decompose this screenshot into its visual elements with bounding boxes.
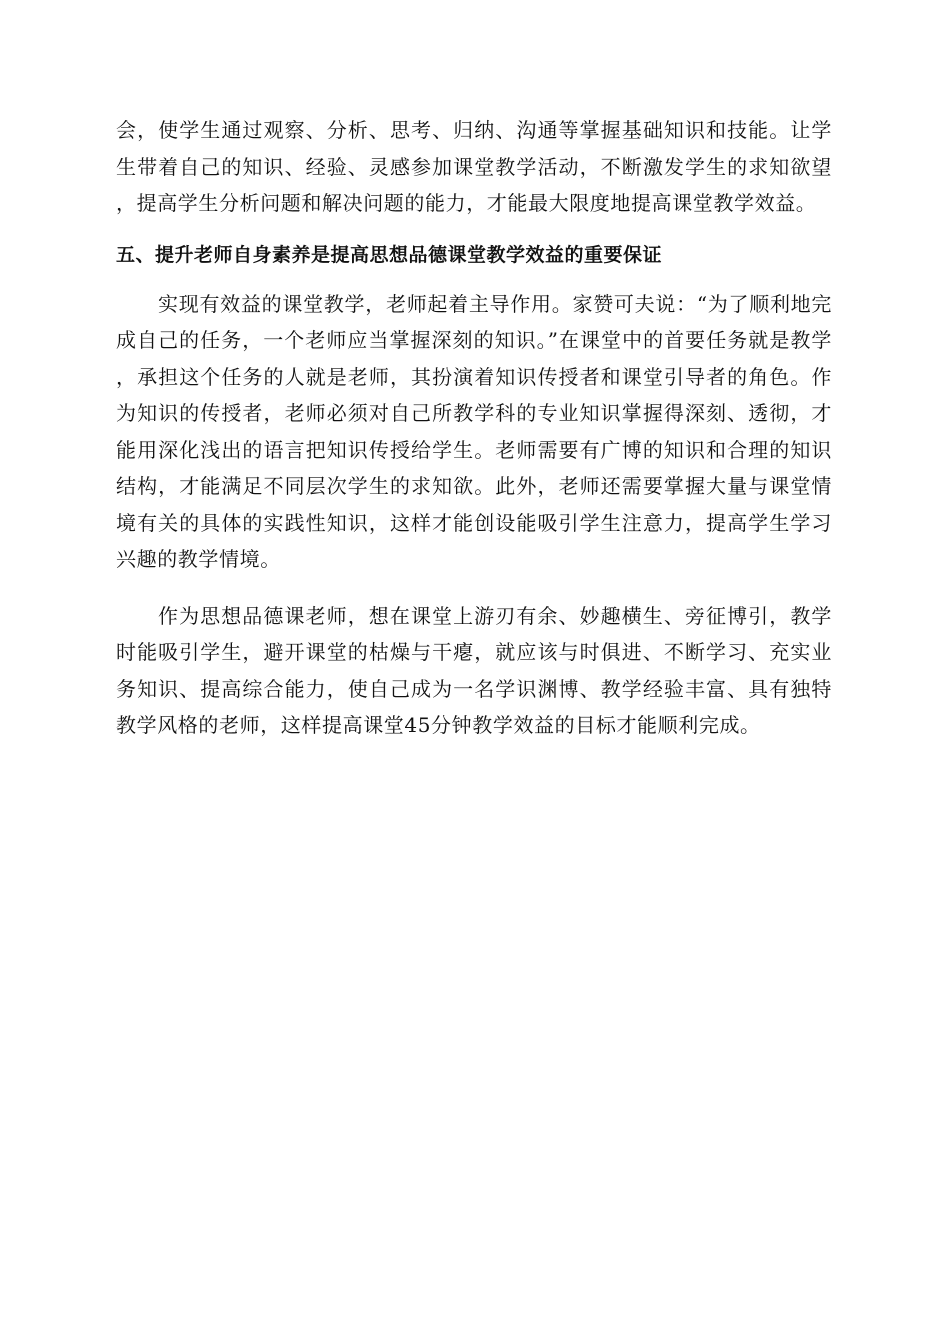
document-body — [116, 112, 832, 744]
section-heading: 五、提升老师自身素养是提高思想品德课堂教学效益的重要保证 — [116, 243, 663, 266]
section-paragraph-2: 作为思想品德课老师，想在课堂上游刃有余、妙趣横生、旁征博引，教学时能吸引学生，避开课堂的枯燥与干瘪，就应该与时俱进、不断学习、充实业务知识、提高综合能力，使自己成为一名学识渊博、教学经验丰富、具有独特教学风格的老师，这样提高课堂45分钟教学效益的目标才能顺利完成。 — [116, 603, 832, 737]
section-paragraph-1: 实现有效益的课堂教学，老师起着主导作用。家赞可夫说：“为了顺利地完成自己的任务，一个老师应当掌握深刻的知识。”在课堂中的首要任务就是教学，承担这个任务的人就是老师，其扮演着知识传授者和课堂引导者的角色。作为知识的传授者，老师必须对自己所教学科的专业知识掌握得深刻、透彻，才能用深化浅出的语言把知识传授给学生。老师需要有广博的知识和合理的知识结构，才能满足不同层次学生的求知欲。此外，老师还需要掌握大量与课堂情境有关的具体的实践性知识，这样才能创设能吸引学生注意力，提高学生学习兴趣的教学情境。 — [116, 291, 832, 571]
continued-paragraph: 会，使学生通过观察、分析、思考、归纳、沟通等掌握基础知识和技能。让学生带着自己的知识、经验、灵感参加课堂教学活动，不断激发学生的求知欲望，提高学生分析问题和解决问题的能力，才能最大限度地提高课堂教学效益。 — [116, 118, 832, 215]
